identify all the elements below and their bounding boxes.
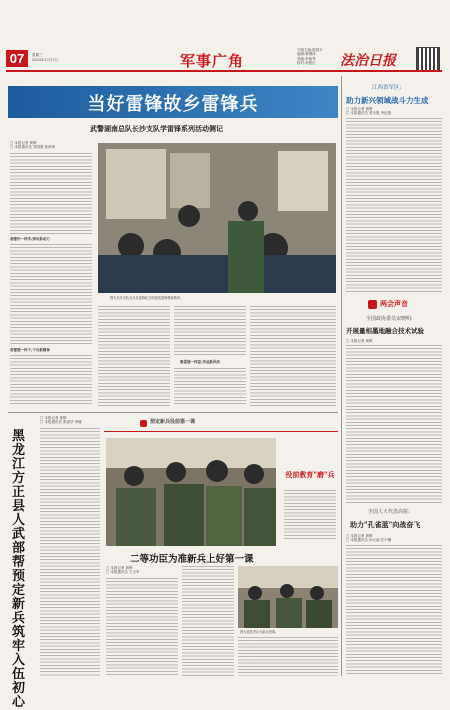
column-divider bbox=[341, 76, 342, 676]
right-bottom-headline: 助力"孔雀蓝"向战奋飞 bbox=[350, 520, 421, 529]
body-text bbox=[174, 368, 246, 406]
right-mid-kicker: 全国政协委员宋晓明: bbox=[366, 316, 413, 322]
body-text bbox=[250, 306, 336, 406]
body-text bbox=[174, 306, 246, 356]
subhead-3: 集雷德一样爱,传运新风尚 bbox=[180, 360, 220, 364]
byline-line: □ 本报通讯员 曾永胜 李征瑞 bbox=[346, 111, 392, 116]
left-story-byline bbox=[40, 416, 100, 425]
top-story-byline bbox=[10, 141, 90, 150]
section-divider bbox=[8, 412, 338, 413]
body-text bbox=[40, 428, 100, 676]
right-top-byline bbox=[346, 107, 446, 116]
feature-headline: 二等功臣为准新兵上好第一课 bbox=[130, 554, 254, 565]
byline-line: □ 本报记者 黄辉 bbox=[346, 107, 373, 111]
feature-photo-2 bbox=[238, 566, 338, 628]
newspaper-name: 法治日报 bbox=[340, 53, 396, 69]
byline-line: □ 本报记者 黄辉 bbox=[10, 141, 37, 145]
page-number: 07 bbox=[9, 51, 25, 66]
byline-line: □ 本报通讯员 郑国强 张琦琦 bbox=[10, 145, 56, 150]
top-story-headline: 当好雷锋故乡雷锋兵 bbox=[87, 94, 259, 115]
feature-byline bbox=[106, 566, 186, 575]
feature-section-label: 预定新兵役前第一课 bbox=[150, 419, 196, 425]
date-line-weekday: 星期三 bbox=[32, 53, 43, 57]
right-bottom-byline bbox=[346, 534, 446, 543]
byline-line: □ 本报记者 黄辉 bbox=[346, 534, 373, 538]
body-text bbox=[284, 490, 336, 540]
right-bottom-kicker: 全国人大代表高锐: bbox=[368, 509, 410, 515]
byline-line: □ 本报记者 黄辉 bbox=[40, 416, 67, 420]
feature-side-headline: 役前教育"磨"兵 bbox=[285, 470, 335, 479]
feature-rule bbox=[104, 431, 338, 432]
byline-line: □ 本报通讯员 王吉军 bbox=[106, 570, 140, 575]
editor-info bbox=[297, 48, 337, 66]
editor-line: 美编:李艳琴 bbox=[297, 56, 316, 61]
body-text bbox=[10, 244, 92, 344]
subhead-1: 春蕾怀一样学,弹出新动力 bbox=[10, 237, 50, 241]
liang-hui-label: 两会声音 bbox=[380, 299, 408, 308]
right-mid-byline: □ 本报记者 黄辉 bbox=[346, 339, 373, 343]
right-mid-headline: 开展量相墨地融合技术试验 bbox=[346, 327, 424, 335]
main-photo bbox=[98, 143, 336, 293]
body-text bbox=[98, 306, 170, 406]
section-title: 军事广角 bbox=[180, 52, 245, 70]
byline-line: □ 本报通讯员 孙元福 任宇骥 bbox=[346, 538, 392, 543]
byline-line: □ 本报记者 黄辉 bbox=[106, 566, 133, 570]
main-photo-caption: 图为长沙支队官兵在雷锋纪念馆接受雷锋精神教育。 bbox=[110, 296, 184, 300]
editor-line: 专版主编:陈国平 bbox=[297, 48, 323, 52]
qr-code bbox=[416, 47, 440, 71]
editor-line: 编辑:黄柳萍 bbox=[297, 52, 316, 57]
editor-line: 校对:李惠红 bbox=[297, 61, 316, 66]
masthead-rule bbox=[6, 70, 442, 72]
feature-photo bbox=[106, 438, 276, 546]
liang-hui-badge bbox=[368, 300, 377, 309]
body-text bbox=[238, 637, 338, 676]
body-text bbox=[182, 566, 234, 676]
left-vertical-headline: 黑龙江方正县人武部帮预定新兵筑牢入伍初心 bbox=[12, 429, 26, 710]
body-text bbox=[346, 545, 442, 675]
body-text bbox=[10, 355, 92, 405]
date-line-date: 2024年1月17日 bbox=[32, 58, 59, 62]
body-text bbox=[346, 345, 442, 505]
subhead-2: 春蕾德一样干,干出新精神 bbox=[10, 348, 50, 352]
body-text bbox=[346, 118, 442, 294]
feature-photo-caption: 图为退役老兵为新兵授课。 bbox=[240, 630, 279, 634]
right-top-headline: 助力新兴领域战斗力生成 bbox=[346, 96, 429, 105]
byline-line: □ 本报通讯员 张丽华 李娜 bbox=[40, 420, 82, 425]
body-text bbox=[10, 153, 92, 235]
top-story-subheadline: 武警湖南总队长沙支队学雷锋系列活动侧记 bbox=[90, 124, 223, 133]
right-top-kicker: 江西省军区: bbox=[372, 85, 402, 91]
feature-badge bbox=[140, 420, 147, 427]
body-text bbox=[106, 578, 178, 676]
